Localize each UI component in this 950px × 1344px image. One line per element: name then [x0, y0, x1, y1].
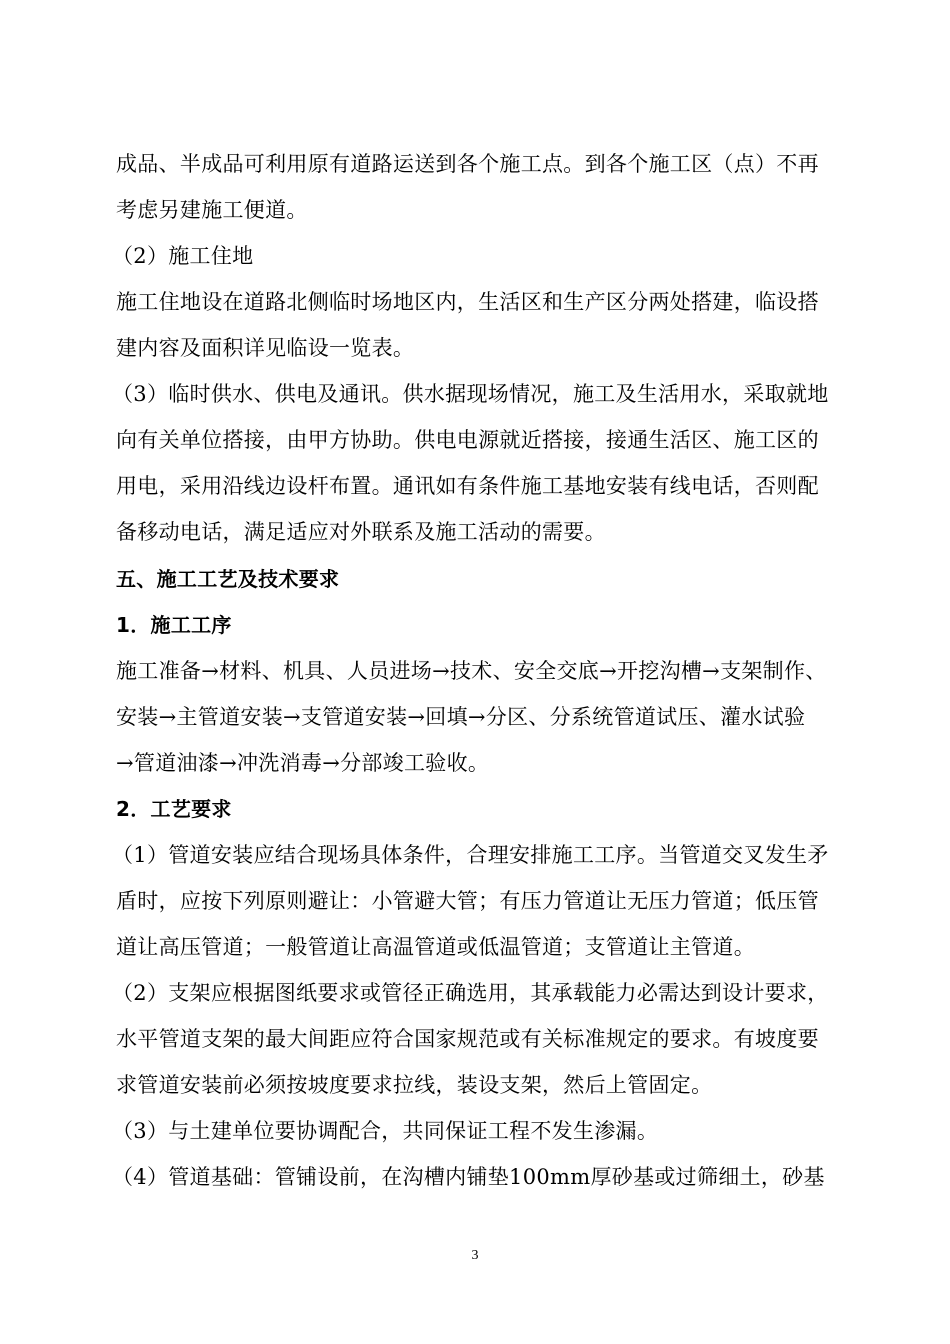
body-text-line: 安装→主管道安装→支管道安装→回填→分区、分系统管道试压、灌水试验 [116, 705, 806, 729]
subsection-heading: 2．工艺要求 [116, 797, 232, 821]
page-number: 3 [471, 1248, 479, 1263]
body-text-line: 求管道安装前必须按坡度要求拉线，装设支架，然后上管固定。 [116, 1073, 713, 1097]
body-text-line: 备移动电话，满足适应对外联系及施工活动的需要。 [116, 520, 606, 544]
body-text-line: 施工准备→材料、机具、人员进场→技术、安全交底→开挖沟槽→支架制作、 [116, 659, 827, 683]
body-text-line: 成品、半成品可利用原有道路运送到各个施工点。到各个施工区（点）不再 [116, 152, 819, 176]
body-text-line: 水平管道支架的最大间距应符合国家规范或有关标准规定的要求。有坡度要 [116, 1027, 819, 1051]
body-text-line: 建内容及面积详见临设一览表。 [116, 336, 415, 360]
body-text-line: 向有关单位搭接，由甲方协助。供电电源就近搭接，接通生活区、施工区的 [116, 428, 819, 452]
section-heading: 五、施工工艺及技术要求 [116, 567, 340, 591]
body-text-line: （3）与土建单位要协调配合，共同保证工程不发生渗漏。 [112, 1119, 659, 1143]
body-text-line: 道让高压管道；一般管道让高温管道或低温管道；支管道让主管道。 [116, 935, 755, 959]
body-text-line: 用电，采用沿线边设杆布置。通讯如有条件施工基地安装有线电话，否则配 [116, 474, 819, 498]
body-text-line: （1）管道安装应结合现场具体条件，合理安排施工工序。当管道交叉发生矛 [112, 843, 829, 867]
body-text-line: （4）管道基础：管铺设前，在沟槽内铺垫100mm厚砂基或过筛细土，砂基 [112, 1165, 825, 1189]
body-text-line: （2）支架应根据图纸要求或管径正确选用，其承载能力必需达到设计要求， [112, 981, 829, 1005]
subsection-heading: 1．施工工序 [116, 613, 232, 637]
body-text-line: 盾时，应按下列原则避让：小管避大管；有压力管道让无压力管道；低压管 [116, 889, 819, 913]
body-text-line: （3）临时供水、供电及通讯。供水据现场情况，施工及生活用水，采取就地 [112, 382, 829, 406]
body-text-line: 施工住地设在道路北侧临时场地区内，生活区和生产区分两处搭建，临设搭 [116, 290, 819, 314]
body-text-line: 考虑另建施工便道。 [116, 198, 308, 222]
subsection-heading: （2）施工住地 [112, 244, 254, 268]
body-text-line: →管道油漆→冲洗消毒→分部竣工验收。 [116, 751, 490, 775]
